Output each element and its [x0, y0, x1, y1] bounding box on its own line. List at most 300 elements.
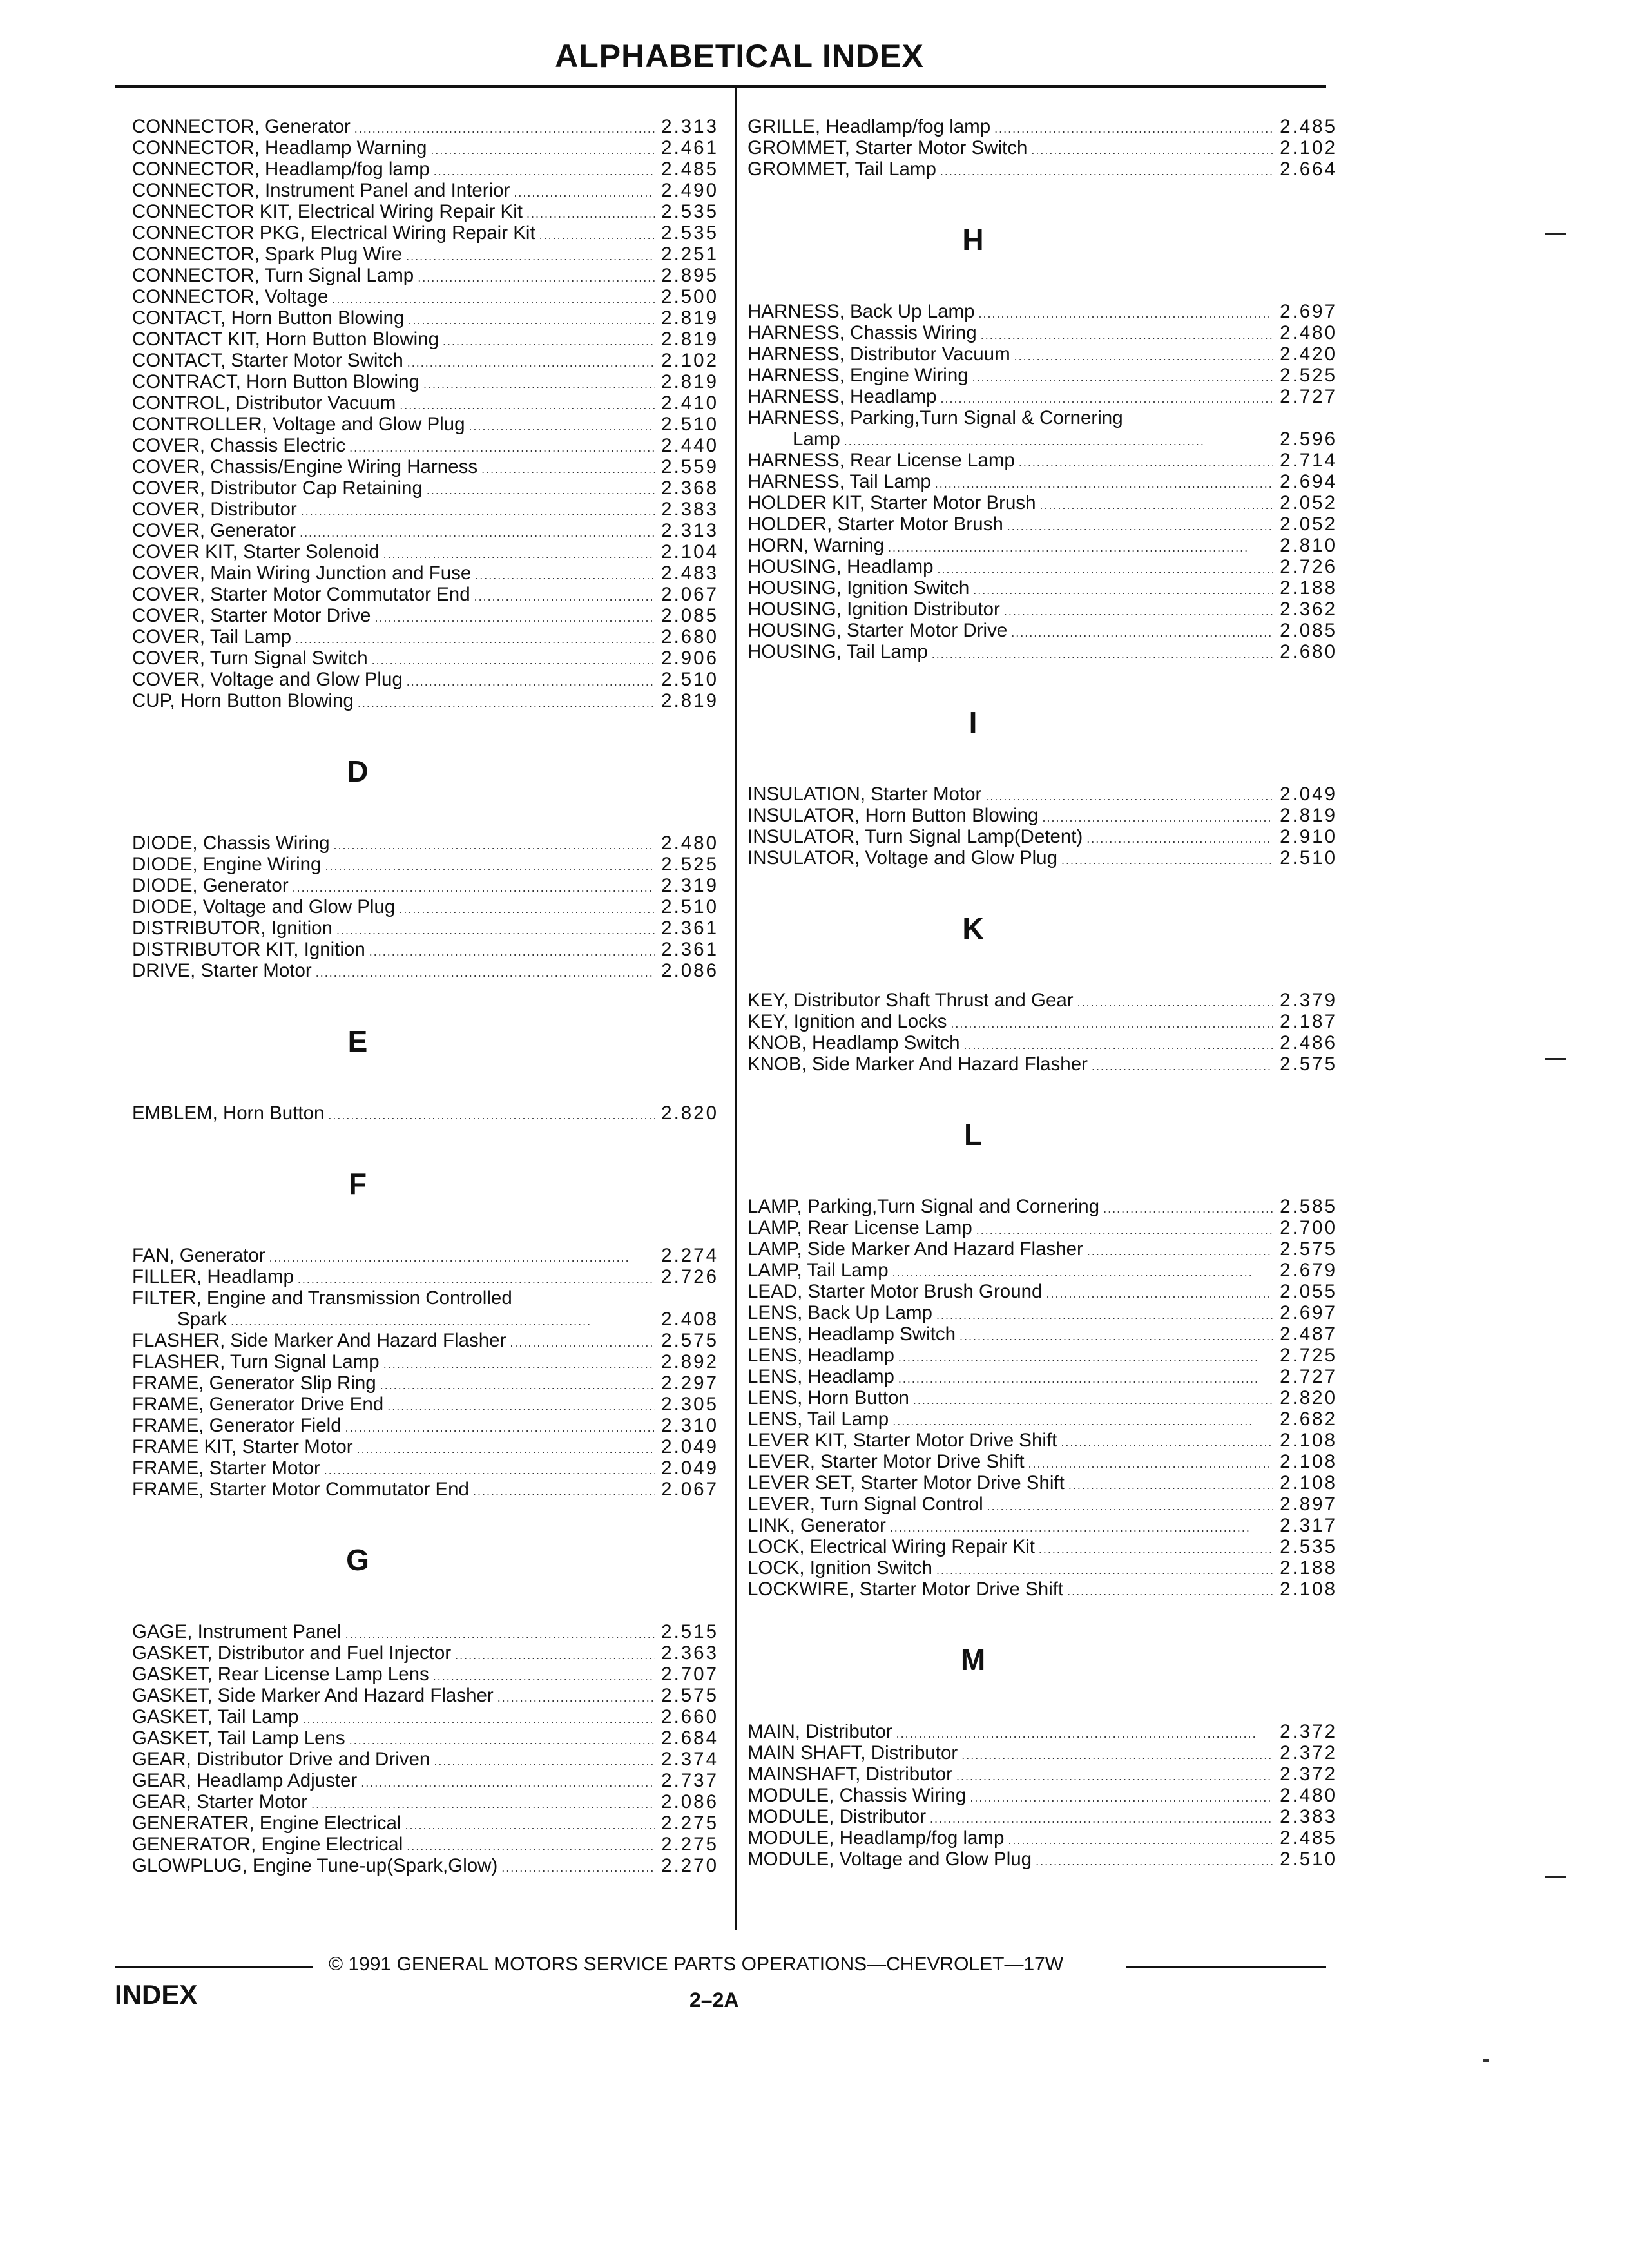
entry-page-number: 2.102: [1280, 137, 1337, 159]
section-letter-heading: K: [962, 912, 984, 945]
leader-dots: [1103, 1198, 1273, 1220]
index-entry: [747, 365, 1337, 386]
entry-page-number: 2.575: [1280, 1053, 1337, 1075]
entry-page-number: 2.372: [1280, 1742, 1337, 1763]
entry-name: GRILLE, Headlamp/fog lamp: [747, 116, 991, 137]
entry-name: CONNECTOR, Spark Plug Wire: [132, 244, 403, 265]
index-entry: [747, 1217, 1337, 1238]
footer-page-number: 2–2A: [689, 1988, 739, 2012]
entry-name: LEVER SET, Starter Motor Drive Shift: [747, 1472, 1065, 1494]
index-entry: [132, 1621, 718, 1642]
entry-page-number: 2.275: [661, 1834, 718, 1855]
leader-dots: [1061, 1432, 1273, 1454]
entry-name: FRAME, Generator Drive End: [132, 1394, 384, 1415]
section-letter-heading: G: [346, 1543, 369, 1577]
index-entry: [747, 1430, 1337, 1451]
index-entry: [132, 1415, 718, 1436]
index-entry: [132, 201, 718, 222]
index-entry: [132, 137, 718, 159]
entry-name: GASKET, Rear License Lamp Lens: [132, 1664, 429, 1685]
entry-name: INSULATION, Starter Motor: [747, 783, 982, 805]
entry-name: GASKET, Side Marker And Hazard Flasher: [132, 1685, 494, 1706]
entry-page-number: 2.596: [1280, 428, 1337, 450]
leader-dots: [970, 1787, 1273, 1809]
index-entry: [132, 1287, 718, 1309]
entry-name: GROMMET, Starter Motor Switch: [747, 137, 1028, 159]
leader-dots: [1092, 1056, 1273, 1077]
leader-dots: [406, 246, 655, 267]
entry-name: LAMP, Parking,Turn Signal and Cornering: [747, 1196, 1100, 1217]
entry-page-number: 2.819: [661, 690, 718, 711]
index-entry: [747, 641, 1337, 662]
entry-name: GROMMET, Tail Lamp: [747, 159, 936, 180]
leader-dots: [469, 416, 655, 437]
entry-name: FRAME KIT, Starter Motor: [132, 1436, 353, 1457]
leader-dots: [418, 267, 655, 289]
index-entry: [747, 1408, 1337, 1430]
index-entry: [747, 116, 1337, 137]
index-entry: [747, 1579, 1337, 1600]
entry-page-number: 2.700: [1280, 1217, 1337, 1238]
leader-dots: [407, 671, 655, 693]
index-entry: [132, 1372, 718, 1394]
index-entry: [132, 584, 718, 605]
leader-dots: [1036, 1851, 1273, 1872]
entry-name: CONTACT, Horn Button Blowing: [132, 307, 405, 329]
entry-page-number: 2.510: [1280, 847, 1337, 869]
entry-page-number: 2.726: [1280, 556, 1337, 577]
entry-page-number: 2.906: [661, 648, 718, 669]
index-entry: [132, 1436, 718, 1457]
entry-name: CUP, Horn Button Blowing: [132, 690, 354, 711]
entry-page-number: 2.108: [1280, 1451, 1337, 1472]
entry-page-number: 2.049: [661, 1457, 718, 1479]
entry-name: DIODE, Voltage and Glow Plug: [132, 896, 396, 918]
entry-page-number: 2.383: [1280, 1806, 1337, 1827]
leader-dots: [510, 1332, 655, 1354]
index-entry: [747, 1366, 1337, 1387]
entry-page-number: 2.251: [661, 244, 718, 265]
entry-page-number: 2.067: [661, 584, 718, 605]
entry-page-number: 2.486: [1280, 1032, 1337, 1053]
entry-page-number: 2.275: [661, 1812, 718, 1834]
leader-dots: [940, 161, 1273, 182]
index-entry: [747, 514, 1337, 535]
index-entry: [747, 1494, 1337, 1515]
entry-page-number: 2.052: [1280, 492, 1337, 514]
entry-page-number: 2.108: [1280, 1579, 1337, 1600]
index-entry: [132, 435, 718, 456]
entry-name: CONNECTOR, Instrument Panel and Interior: [132, 180, 510, 201]
entry-page-number: 2.305: [661, 1394, 718, 1415]
index-entry: [747, 1515, 1337, 1536]
index-entry: [747, 301, 1337, 322]
leader-dots: [950, 1014, 1273, 1035]
index-entry: [132, 456, 718, 477]
leader-dots: [372, 650, 655, 671]
leader-dots: [408, 310, 655, 331]
leader-dots: [1077, 992, 1274, 1014]
entry-name: COVER, Voltage and Glow Plug: [132, 669, 403, 690]
entry-page-number: 2.372: [1280, 1721, 1337, 1742]
entry-name: FRAME, Generator Field: [132, 1415, 342, 1436]
entry-name: COVER, Distributor Cap Retaining: [132, 477, 423, 499]
entry-name: FLASHER, Turn Signal Lamp: [132, 1351, 380, 1372]
entry-name: Lamp: [793, 428, 840, 450]
index-entry: [132, 690, 718, 711]
entry-page-number: 2.819: [661, 371, 718, 392]
entry-page-number: 2.408: [661, 1309, 718, 1330]
entry-name: INSULATOR, Horn Button Blowing: [747, 805, 1039, 826]
index-entry: [747, 847, 1337, 869]
index-entry: [747, 1345, 1337, 1366]
entry-name: CONTROLLER, Voltage and Glow Plug: [132, 414, 465, 435]
entry-name: CONTACT, Starter Motor Switch: [132, 350, 403, 371]
entry-page-number: 2.679: [1280, 1260, 1337, 1281]
entry-name: FILLER, Headlamp: [132, 1266, 294, 1287]
index-entry: [747, 428, 1337, 450]
index-entry: [747, 535, 1337, 556]
index-entry: [747, 1323, 1337, 1345]
index-entry: [747, 1302, 1337, 1323]
entry-page-number: 2.525: [1280, 365, 1337, 386]
leader-dots: [1040, 495, 1274, 516]
entry-page-number: 2.085: [661, 605, 718, 626]
index-entry: [132, 1706, 718, 1727]
leader-dots: [430, 140, 655, 161]
index-entry: [747, 1536, 1337, 1557]
entry-page-number: 2.480: [1280, 1785, 1337, 1806]
footer-section-label: INDEX: [115, 1979, 198, 2010]
leader-dots: [475, 565, 655, 586]
entry-name: DRIVE, Starter Motor: [132, 960, 312, 981]
entry-name: GASKET, Tail Lamp Lens: [132, 1727, 345, 1749]
index-entry: [747, 1806, 1337, 1827]
index-entry: [747, 990, 1337, 1011]
entry-page-number: 2.049: [1280, 783, 1337, 805]
index-entry: [747, 783, 1337, 805]
leader-dots: [956, 1766, 1273, 1787]
leader-dots: [1087, 1241, 1273, 1262]
entry-page-number: 2.697: [1280, 1302, 1337, 1323]
leader-dots: [1008, 1830, 1273, 1851]
index-entry: [747, 599, 1337, 620]
index-entry: [747, 1238, 1337, 1260]
entry-name: HORN, Warning: [747, 535, 885, 556]
index-entry: [132, 244, 718, 265]
index-entry: [747, 1281, 1337, 1302]
entry-page-number: 2.485: [661, 159, 718, 180]
index-entry: [132, 541, 718, 562]
leader-dots: [336, 920, 655, 941]
section-letter-heading: I: [969, 706, 978, 739]
leader-dots: [443, 331, 655, 352]
index-entry: [132, 1394, 718, 1415]
entry-page-number: 2.313: [661, 520, 718, 541]
entry-name: CONNECTOR, Voltage: [132, 286, 329, 307]
leader-dots: [325, 856, 655, 878]
entry-page-number: 2.490: [661, 180, 718, 201]
entry-name: COVER, Distributor: [132, 499, 297, 520]
entry-name: FRAME, Starter Motor Commutator End: [132, 1479, 469, 1500]
entry-name: Spark: [177, 1309, 227, 1330]
entry-page-number: 2.485: [1280, 116, 1337, 137]
entry-name: KNOB, Headlamp Switch: [747, 1032, 960, 1053]
leader-dots: [387, 1396, 655, 1418]
index-entry: [132, 605, 718, 626]
entry-page-number: 2.067: [661, 1479, 718, 1500]
index-entry: [747, 805, 1337, 826]
section-letter-heading: F: [348, 1167, 367, 1200]
index-entry: [747, 1053, 1337, 1075]
entry-page-number: 2.892: [661, 1351, 718, 1372]
entry-page-number: 2.188: [1280, 1557, 1337, 1579]
entry-name: HARNESS, Rear License Lamp: [747, 450, 1015, 471]
index-entry: [132, 832, 718, 854]
leader-dots: [1028, 1454, 1274, 1475]
entry-name: FAN, Generator: [132, 1245, 265, 1266]
index-entry: [132, 1266, 718, 1287]
entry-name: FRAME, Generator Slip Ring: [132, 1372, 376, 1394]
entry-name: CONTROL, Distributor Vacuum: [132, 392, 396, 414]
entry-name: MAIN SHAFT, Distributor: [747, 1742, 958, 1763]
entry-page-number: 2.575: [661, 1330, 718, 1351]
entry-name: CONNECTOR, Headlamp Warning: [132, 137, 427, 159]
entry-name: MODULE, Distributor: [747, 1806, 927, 1827]
entry-page-number: 2.317: [1280, 1515, 1337, 1536]
leader-dots: [959, 1326, 1273, 1347]
entry-name: COVER, Chassis Electric: [132, 435, 346, 456]
entry-page-number: 2.510: [661, 669, 718, 690]
entry-name: GEAR, Headlamp Adjuster: [132, 1770, 358, 1791]
entry-name: FLASHER, Side Marker And Hazard Flasher: [132, 1330, 506, 1351]
entry-page-number: 2.897: [1280, 1494, 1337, 1515]
index-entry: [132, 307, 718, 329]
leader-dots: [316, 963, 655, 984]
entry-name: LENS, Headlamp Switch: [747, 1323, 956, 1345]
leader-dots: [455, 1645, 655, 1666]
entry-page-number: 2.535: [661, 222, 718, 244]
index-entry: [132, 520, 718, 541]
index-entry: [747, 577, 1337, 599]
entry-page-number: 2.585: [1280, 1196, 1337, 1217]
leader-dots: [358, 693, 655, 714]
leader-dots: [357, 1439, 655, 1460]
margin-mark: [1545, 1058, 1566, 1060]
leader-dots: [383, 1354, 655, 1375]
leader-dots: [932, 644, 1273, 665]
entry-page-number: 2.480: [661, 832, 718, 854]
entry-page-number: 2.820: [1280, 1387, 1337, 1408]
leader-dots: [1014, 346, 1274, 367]
index-entry: [132, 939, 718, 960]
index-entry: [132, 350, 718, 371]
entry-page-number: 2.361: [661, 918, 718, 939]
leader-dots: [1046, 1283, 1273, 1305]
section-letter-heading: E: [347, 1024, 368, 1058]
entry-name: LOCK, Ignition Switch: [747, 1557, 932, 1579]
entry-page-number: 2.737: [661, 1770, 718, 1791]
index-entry: [132, 1642, 718, 1664]
entry-name: GENERATOR, Engine Electrical: [132, 1834, 403, 1855]
entry-page-number: 2.188: [1280, 577, 1337, 599]
leader-dots: [898, 1369, 1259, 1390]
index-entry: [132, 159, 718, 180]
index-entry: [132, 116, 718, 137]
index-entry: [132, 875, 718, 896]
entry-page-number: 2.108: [1280, 1472, 1337, 1494]
entry-name: HARNESS, Tail Lamp: [747, 471, 931, 492]
index-entry: [132, 1791, 718, 1812]
entry-name: DISTRIBUTOR KIT, Ignition: [132, 939, 365, 960]
index-entry: [132, 918, 718, 939]
entry-name: LEVER, Turn Signal Control: [747, 1494, 983, 1515]
section-letter-heading: M: [960, 1643, 986, 1677]
leader-dots: [427, 480, 655, 501]
entry-name: HOUSING, Headlamp: [747, 556, 934, 577]
entry-page-number: 2.485: [1280, 1827, 1337, 1849]
margin-mark: [1545, 233, 1566, 235]
entry-name: FRAME, Starter Motor: [132, 1457, 320, 1479]
entry-name: LOCKWIRE, Starter Motor Drive Shift: [747, 1579, 1064, 1600]
entry-page-number: 2.727: [1280, 386, 1337, 407]
right-column: [747, 116, 1337, 1870]
index-entry: [747, 159, 1337, 180]
entry-name: HOLDER KIT, Starter Motor Brush: [747, 492, 1036, 514]
entry-page-number: 2.725: [1280, 1345, 1337, 1366]
entry-page-number: 2.187: [1280, 1011, 1337, 1032]
entry-page-number: 2.410: [661, 392, 718, 414]
index-entry: [132, 1749, 718, 1770]
index-entry: [132, 222, 718, 244]
index-entry: [747, 1011, 1337, 1032]
entry-page-number: 2.319: [661, 875, 718, 896]
leader-dots: [979, 303, 1274, 325]
entry-name: CONNECTOR, Generator: [132, 116, 351, 137]
leader-dots: [423, 374, 655, 395]
leader-dots: [994, 119, 1273, 140]
index-entry: [132, 1351, 718, 1372]
index-entry: [747, 1196, 1337, 1217]
entry-page-number: 2.368: [661, 477, 718, 499]
leader-dots: [898, 1347, 1259, 1369]
entry-page-number: 2.310: [661, 1415, 718, 1436]
index-entry: [132, 414, 718, 435]
entry-page-number: 2.049: [661, 1436, 718, 1457]
index-entry: [747, 450, 1337, 471]
index-entry: [132, 854, 718, 875]
index-entry: [132, 669, 718, 690]
leader-dots: [1031, 140, 1273, 161]
entry-name: LENS, Headlamp: [747, 1366, 894, 1387]
entry-page-number: 2.274: [661, 1245, 718, 1266]
leader-dots: [497, 1687, 655, 1709]
leader-dots: [1067, 1581, 1273, 1602]
entry-page-number: 2.104: [661, 541, 718, 562]
entry-page-number: 2.515: [661, 1621, 718, 1642]
entry-name: CONTACT KIT, Horn Button Blowing: [132, 329, 439, 350]
index-entry: [747, 1721, 1337, 1742]
index-entry: [747, 343, 1337, 365]
entry-name: HOUSING, Tail Lamp: [747, 641, 928, 662]
index-entry: [132, 1855, 718, 1876]
index-entry: [132, 180, 718, 201]
entry-page-number: 2.383: [661, 499, 718, 520]
margin-mark: [1545, 1876, 1566, 1878]
section-letter-heading: L: [963, 1118, 983, 1151]
entry-name: GEAR, Starter Motor: [132, 1791, 308, 1812]
entry-page-number: 2.694: [1280, 471, 1337, 492]
entry-name: HARNESS, Chassis Wiring: [747, 322, 977, 343]
index-entry: [132, 1479, 718, 1500]
entry-page-number: 2.420: [1280, 343, 1337, 365]
leader-dots: [269, 1247, 630, 1269]
footer-copyright: © 1991 GENERAL MOTORS SERVICE PARTS OPERATIONS—CHEVROLET—17W: [329, 1954, 1064, 1975]
entry-name: DIODE, Chassis Wiring: [132, 832, 330, 854]
entry-page-number: 2.707: [661, 1664, 718, 1685]
index-entry: [132, 1102, 718, 1124]
leader-dots: [913, 1390, 1273, 1411]
entry-page-number: 2.535: [1280, 1536, 1337, 1557]
index-entry: [132, 562, 718, 584]
entry-page-number: 2.559: [661, 456, 718, 477]
leader-dots: [981, 325, 1273, 346]
entry-name: GLOWPLUG, Engine Tune-up(Spark,Glow): [132, 1855, 498, 1876]
entry-name: LAMP, Side Marker And Hazard Flasher: [747, 1238, 1083, 1260]
entry-page-number: 2.510: [661, 896, 718, 918]
entry-page-number: 2.682: [1280, 1408, 1337, 1430]
index-entry: [747, 556, 1337, 577]
leader-dots: [1007, 516, 1273, 537]
entry-page-number: 2.660: [661, 1706, 718, 1727]
leader-dots: [973, 580, 1273, 601]
entry-page-number: 2.895: [661, 265, 718, 286]
index-entry: [132, 371, 718, 392]
index-entry: [132, 1770, 718, 1791]
entry-name: CONTRACT, Horn Button Blowing: [132, 371, 419, 392]
entry-name: COVER, Main Wiring Junction and Fuse: [132, 562, 472, 584]
index-entry: [132, 329, 718, 350]
entry-name: INSULATOR, Turn Signal Lamp(Detent): [747, 826, 1083, 847]
entry-page-number: 2.363: [661, 1642, 718, 1664]
entry-page-number: 2.819: [1280, 805, 1337, 826]
leader-dots: [1061, 850, 1273, 871]
leader-dots: [888, 537, 1249, 559]
index-entry: [132, 896, 718, 918]
entry-page-number: 2.535: [661, 201, 718, 222]
index-entry: [132, 1812, 718, 1834]
footer-rule-left: [115, 1966, 313, 1968]
entry-page-number: 2.461: [661, 137, 718, 159]
entry-name: MODULE, Chassis Wiring: [747, 1785, 967, 1806]
entry-name: LEVER KIT, Starter Motor Drive Shift: [747, 1430, 1057, 1451]
index-entry: [747, 1827, 1337, 1849]
entry-page-number: 2.664: [1280, 159, 1337, 180]
index-entry: [132, 648, 718, 669]
index-entry: [747, 471, 1337, 492]
leader-dots: [407, 352, 655, 374]
leader-dots: [514, 182, 655, 204]
entry-name: MAINSHAFT, Distributor: [747, 1763, 952, 1785]
leader-dots: [374, 608, 655, 629]
entry-name: GASKET, Distributor and Fuel Injector: [132, 1642, 452, 1664]
entry-name: HARNESS, Back Up Lamp: [747, 301, 975, 322]
index-entry: [747, 492, 1337, 514]
index-entry: [132, 1664, 718, 1685]
entry-name: COVER, Chassis/Engine Wiring Harness: [132, 456, 478, 477]
entry-page-number: 2.487: [1280, 1323, 1337, 1345]
entry-page-number: 2.379: [1280, 990, 1337, 1011]
